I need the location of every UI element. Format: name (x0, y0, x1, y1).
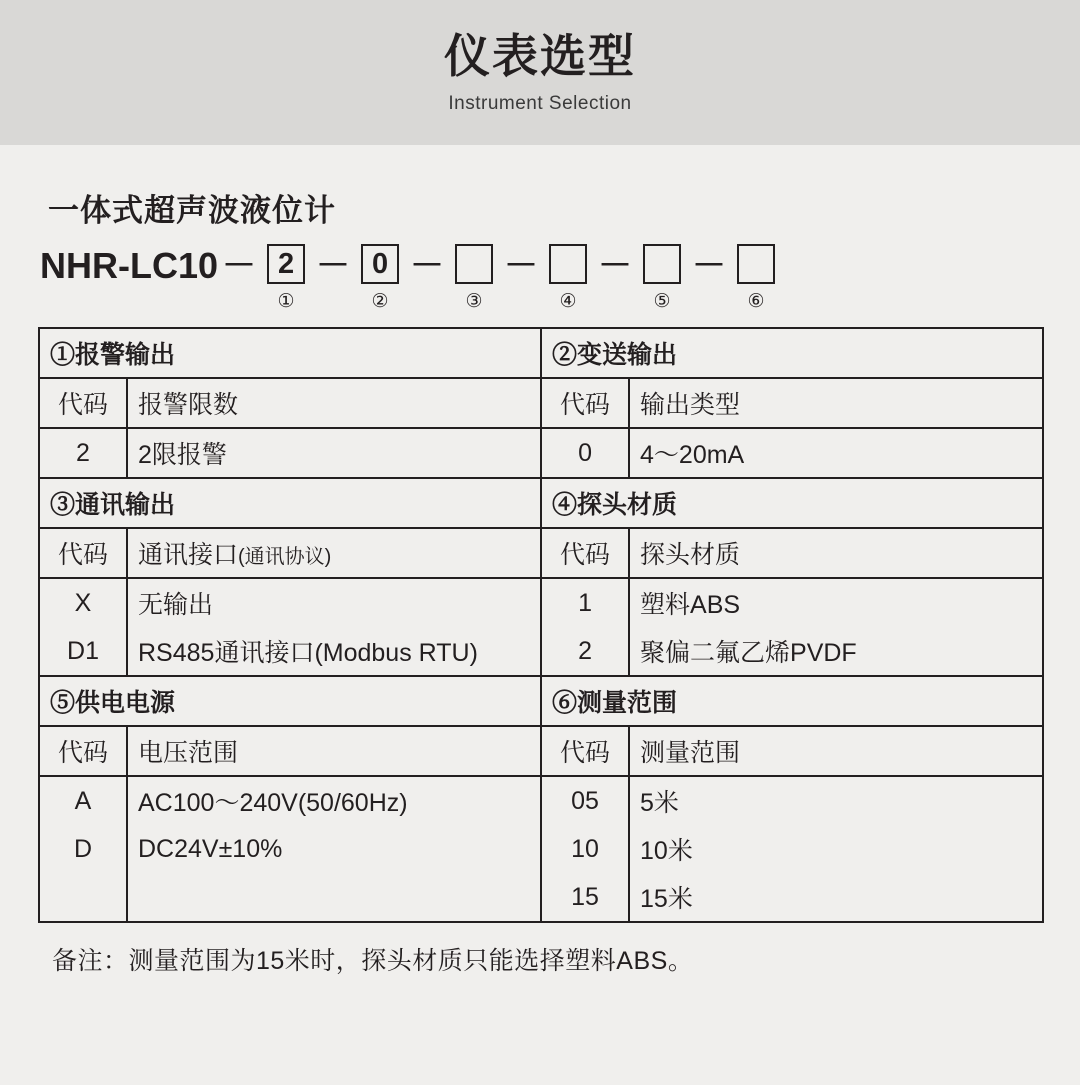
table-row (39, 825, 1043, 873)
section-1-row1-desc: 2限报警 (127, 428, 541, 478)
section-5-row2-code: D (39, 825, 127, 873)
dash-0: － (222, 247, 257, 285)
content-area (0, 145, 1080, 977)
table-row (39, 378, 1043, 428)
section-3-row1-code: X (39, 578, 127, 627)
slot-4-index: ④ (559, 291, 577, 312)
table-row (39, 776, 1043, 825)
model-slot-6 (730, 244, 782, 313)
section-5-row1-code: A (39, 776, 127, 825)
dash-1: － (316, 247, 351, 285)
table-row (39, 627, 1043, 676)
section-5-row3-desc (127, 873, 541, 922)
section-3-title: ③通讯输出 (39, 478, 541, 528)
section-2-col-desc: 输出类型 (629, 378, 1043, 428)
section-6-col-desc: 测量范围 (629, 726, 1043, 776)
model-prefix-spacer (40, 288, 218, 313)
section-5-row3-code (39, 873, 127, 922)
section-1-title: ①报警输出 (39, 328, 541, 378)
slot-3-index: ③ (465, 291, 483, 312)
dash-4: － (598, 247, 633, 285)
section-5-col-code: 代码 (39, 726, 127, 776)
model-code-row (40, 244, 1042, 313)
table-row (39, 676, 1043, 726)
slot-4-value[interactable] (549, 244, 587, 284)
section-2-col-code: 代码 (541, 378, 629, 428)
slot-6-value[interactable] (737, 244, 775, 284)
model-slot-5 (636, 244, 688, 313)
table-row (39, 428, 1043, 478)
section-3-col-desc-note: (通讯协议) (238, 546, 332, 568)
slot-2-index: ② (371, 291, 389, 312)
section-4-row1-desc: 塑料ABS (629, 578, 1043, 627)
section-4-row1-code: 1 (541, 578, 629, 627)
slot-6-index: ⑥ (747, 291, 765, 312)
section-6-row2-code: 10 (541, 825, 629, 873)
section-5-row2-desc: DC24V±10% (127, 825, 541, 873)
section-4-row2-code: 2 (541, 627, 629, 676)
remark-note: 备注：测量范围为15米时，探头材质只能选择塑料ABS。 (52, 947, 694, 975)
table-row (39, 328, 1043, 378)
model-prefix: NHR-LC10 (40, 245, 219, 286)
section-4-title: ④探头材质 (541, 478, 1043, 528)
section-2-row1-desc: 4～20mA (629, 428, 1043, 478)
model-slot-4 (542, 244, 594, 313)
dash-3: － (504, 247, 539, 285)
section-6-row3-desc: 15米 (629, 873, 1043, 922)
section-6-row3-code: 15 (541, 873, 629, 922)
page-title: 仪表选型 (444, 30, 636, 83)
table-row (39, 873, 1043, 922)
section-1-col-code: 代码 (39, 378, 127, 428)
section-2-title: ②变送输出 (541, 328, 1043, 378)
table-row (39, 578, 1043, 627)
section-6-col-code: 代码 (541, 726, 629, 776)
section-6-title: ⑥测量范围 (541, 676, 1043, 726)
section-5-col-desc: 电压范围 (127, 726, 541, 776)
slot-2-value[interactable]: 0 (361, 244, 399, 284)
section-6-row1-desc: 5米 (629, 776, 1043, 825)
slot-3-value[interactable] (455, 244, 493, 284)
model-slot-1 (260, 244, 312, 313)
section-6-row2-desc: 10米 (629, 825, 1043, 873)
section-4-row2-desc: 聚偏二氟乙烯PVDF (629, 627, 1043, 676)
section-3-col-desc-main: 通讯接口 (138, 541, 239, 569)
section-1-row1-code: 2 (39, 428, 127, 478)
model-slot-3 (448, 244, 500, 313)
model-slot-2 (354, 244, 406, 313)
slot-1-index: ① (277, 291, 295, 312)
product-name: 一体式超声波液位计 (48, 193, 336, 228)
table-row (39, 726, 1043, 776)
section-4-col-desc: 探头材质 (629, 528, 1043, 578)
section-3-col-code: 代码 (39, 528, 127, 578)
page-subtitle: Instrument Selection (448, 92, 632, 114)
section-5-title: ⑤供电电源 (39, 676, 541, 726)
model-prefix-wrap (40, 244, 218, 313)
section-2-row1-code: 0 (541, 428, 629, 478)
selection-table (38, 327, 1044, 923)
section-3-row2-desc: RS485通讯接口(Modbus RTU) (127, 627, 541, 676)
table-row (39, 478, 1043, 528)
dash-5: － (692, 247, 727, 285)
table-row (39, 528, 1043, 578)
slot-1-value[interactable]: 2 (267, 244, 305, 284)
section-6-row1-code: 05 (541, 776, 629, 825)
section-4-col-code: 代码 (541, 528, 629, 578)
section-3-row1-desc: 无输出 (127, 578, 541, 627)
dash-2: － (410, 247, 445, 285)
section-3-col-desc (127, 528, 541, 578)
section-1-col-desc: 报警限数 (127, 378, 541, 428)
slot-5-value[interactable] (643, 244, 681, 284)
section-3-row2-code: D1 (39, 627, 127, 676)
page-banner (0, 0, 1080, 145)
slot-5-index: ⑤ (653, 291, 671, 312)
section-5-row1-desc: AC100～240V(50/60Hz) (127, 776, 541, 825)
